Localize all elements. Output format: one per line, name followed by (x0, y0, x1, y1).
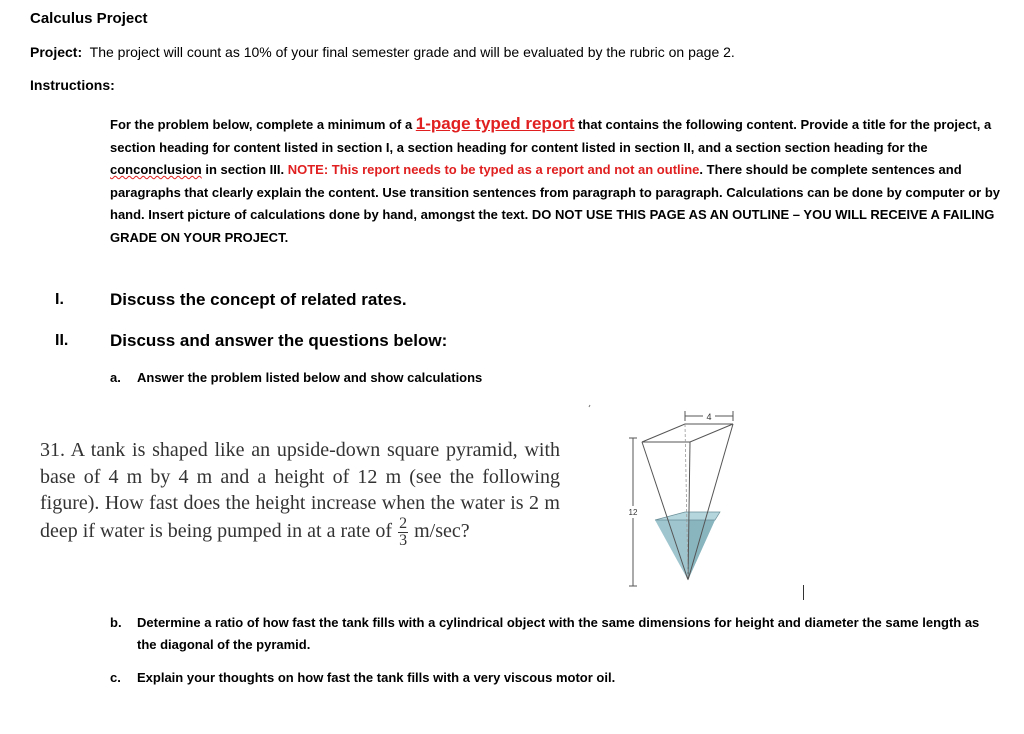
page-title: Calculus Project (30, 10, 148, 27)
instructions-part1: For the problem below, complete a minimum of a (110, 117, 416, 132)
problem-text (40, 437, 560, 548)
pyramid-top-square (642, 424, 733, 442)
pyramid-edge-left (642, 442, 688, 580)
text-cursor-mark (803, 585, 804, 600)
project-label: Project: (30, 44, 83, 60)
rate-denominator: 3 (399, 531, 408, 549)
rate-unit: m/sec? (414, 519, 470, 542)
project-text: The project will count as 10% of your final semester grade and will be evaluated by the rubric on page 2. (89, 44, 735, 60)
subitem-b-letter: b. (110, 615, 122, 630)
problem-body: 31. A tank is shaped like an upside-down square pyramid, with base of 4 m by 4 m and a height of 12 m (see the following figure). How fast does the height increase when the water is 2 m deep if water is being pumped in at a rate of (40, 439, 560, 542)
width-label: 4 (706, 412, 712, 422)
subitem-a-text: Answer the problem listed below and show calculations (137, 370, 483, 385)
water-side-face (688, 512, 720, 580)
subitem-a-letter: a. (110, 370, 121, 385)
subitem-c-letter: c. (110, 670, 121, 685)
instructions-part4: . There should be complete sentences and paragraphs that clearly explain the content. Use transition sentences from paragraph to paragraph. Calculations can be done by computer or by hand. Insert picture of calculations done by hand, amongst the text. DO NOT USE THIS PAGE AS AN OUTLINE – YOU WILL RECEIVE A FAILING GRADE ON YOUR PROJECT. (110, 162, 1000, 245)
instructions-part3: in section III. (201, 162, 288, 177)
instructions-highlight: 1-page typed report (415, 114, 575, 133)
instructions-paragraph (110, 113, 1005, 249)
subitem-b-text: Determine a ratio of how fast the tank fills with a cylindrical object with the same dimensions for height and diameter the same length as the diagonal of the pyramid. (137, 615, 980, 652)
instructions-part2: that contains the following content. Provide a title for the project, a section heading for content listed in section I, a section heading for content listed in section II, and a section section heading for the (110, 117, 992, 155)
pyramid-edge-right (688, 424, 733, 580)
section-1-numeral: I. (55, 291, 64, 308)
stray-mark (589, 405, 590, 407)
instructions-label: Instructions: (30, 77, 115, 93)
rate-numerator: 2 (399, 514, 408, 532)
section-1-text: Discuss the concept of related rates. (110, 290, 407, 309)
rate-fraction (398, 514, 408, 549)
project-line (30, 44, 735, 60)
height-label: 12 (628, 508, 638, 517)
section-2-text: Discuss and answer the questions below: (110, 331, 448, 350)
instructions-note: NOTE: This report needs to be typed as a report and not an outline (287, 162, 700, 177)
section-2-numeral: II. (55, 332, 69, 349)
instructions-misspelled: conconclusion (110, 162, 202, 177)
pyramid-figure (585, 400, 755, 600)
subitem-c-text: Explain your thoughts on how fast the tank fills with a very viscous motor oil. (137, 670, 616, 685)
water-top-surface (655, 512, 720, 520)
